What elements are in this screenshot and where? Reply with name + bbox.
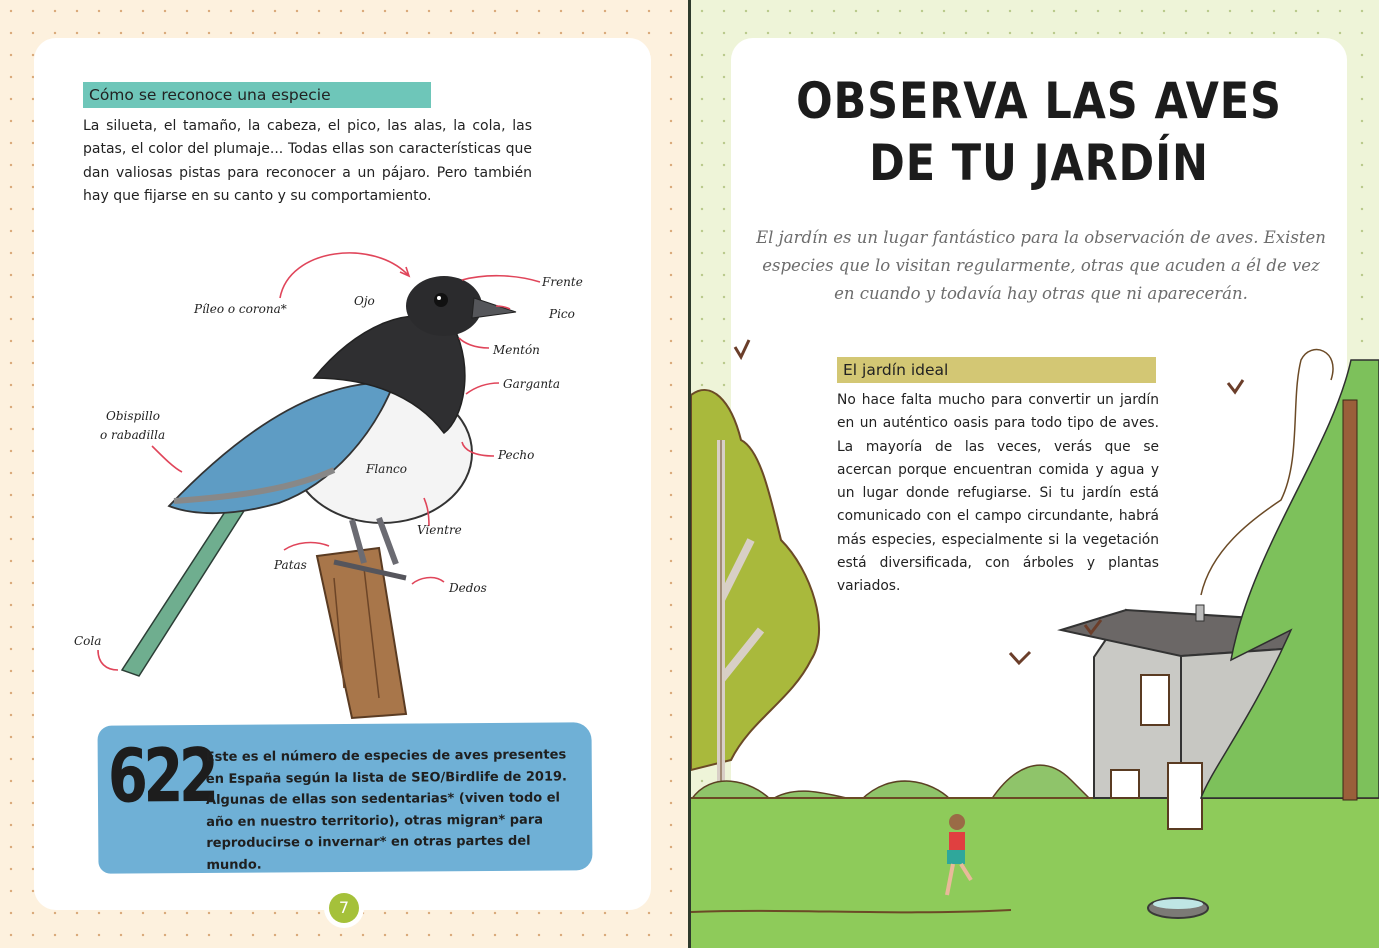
label-pileo: Píleo o corona*: [194, 302, 287, 316]
tail: [122, 498, 249, 676]
species-count-text: Este es el número de especies de aves presentes en España según la lista de SEO/Birdlife de 2019. Algunas de ellas son sedentarias* (viven todo el año en nuestro territorio), otras migran* para reproducirse o invernar* en otras partes del mundo.: [205, 747, 568, 873]
title-line-2: DE TU JARDÍN: [869, 134, 1209, 192]
label-pecho: Pecho: [498, 448, 535, 462]
label-ojo: Ojo: [354, 294, 375, 308]
bushes: [691, 765, 1091, 800]
right-page: [691, 0, 1379, 948]
left-content-card: [34, 38, 651, 917]
label-patas: Patas: [274, 558, 307, 572]
label-frente: Frente: [542, 275, 583, 289]
ideal-garden-text: No hace falta mucho para convertir un jardín en un auténtico oasis para todo tipo de aves. La mayoría de las veces, verás que se acercan porque encuentran comida y agua y un lugar donde refugiarse. Si tu jardín está comunicado con el campo circundante, habrá más especies, especialmente si la vegetación está diversificada, con árboles y plantas variados.: [837, 392, 1159, 595]
label-garganta: Garganta: [503, 377, 561, 391]
label-dedos: Dedos: [449, 581, 487, 595]
bird-anatomy-diagram: [34, 218, 651, 738]
label-flanco: Flanco: [366, 462, 407, 476]
section-heading-species: Cómo se reconoce una especie: [83, 82, 431, 108]
page-title: [774, 70, 1304, 194]
page-number-badge: 7: [329, 893, 359, 923]
label-vientre: Vientre: [417, 523, 462, 537]
lawn: [691, 798, 1379, 948]
species-intro-text: La silueta, el tamaño, la cabeza, el pico, las alas, la cola, las patas, el color del plumaje... Todas ellas son características que dan valiosas pistas para reconocer a un pájaro. Pero también hay que fijarse en su canto y su comportamiento.: [83, 118, 532, 204]
deciduous-tree: [691, 390, 819, 770]
label-pico: Pico: [549, 307, 575, 321]
left-page: [0, 0, 689, 948]
label-menton: Mentón: [493, 343, 540, 357]
garden-lede: El jardín es un lugar fantástico para la observación de aves. Existen especies que lo visitan regularmente, otras que acuden a él de vez en cuando y todavía hay otras que ni aparecerán.: [756, 228, 1326, 303]
species-count-box: [97, 722, 592, 873]
label-cola: Cola: [74, 634, 102, 648]
title-line-1: OBSERVA LAS AVES: [796, 72, 1282, 130]
section-heading-ideal-garden: El jardín ideal: [837, 357, 1156, 383]
label-obispillo-1: Obispillo: [106, 409, 160, 423]
label-obispillo-2: o rabadilla: [100, 428, 166, 442]
species-count-number: 622: [107, 732, 215, 820]
magpie-illustration: [34, 218, 651, 738]
eye: [434, 293, 448, 307]
